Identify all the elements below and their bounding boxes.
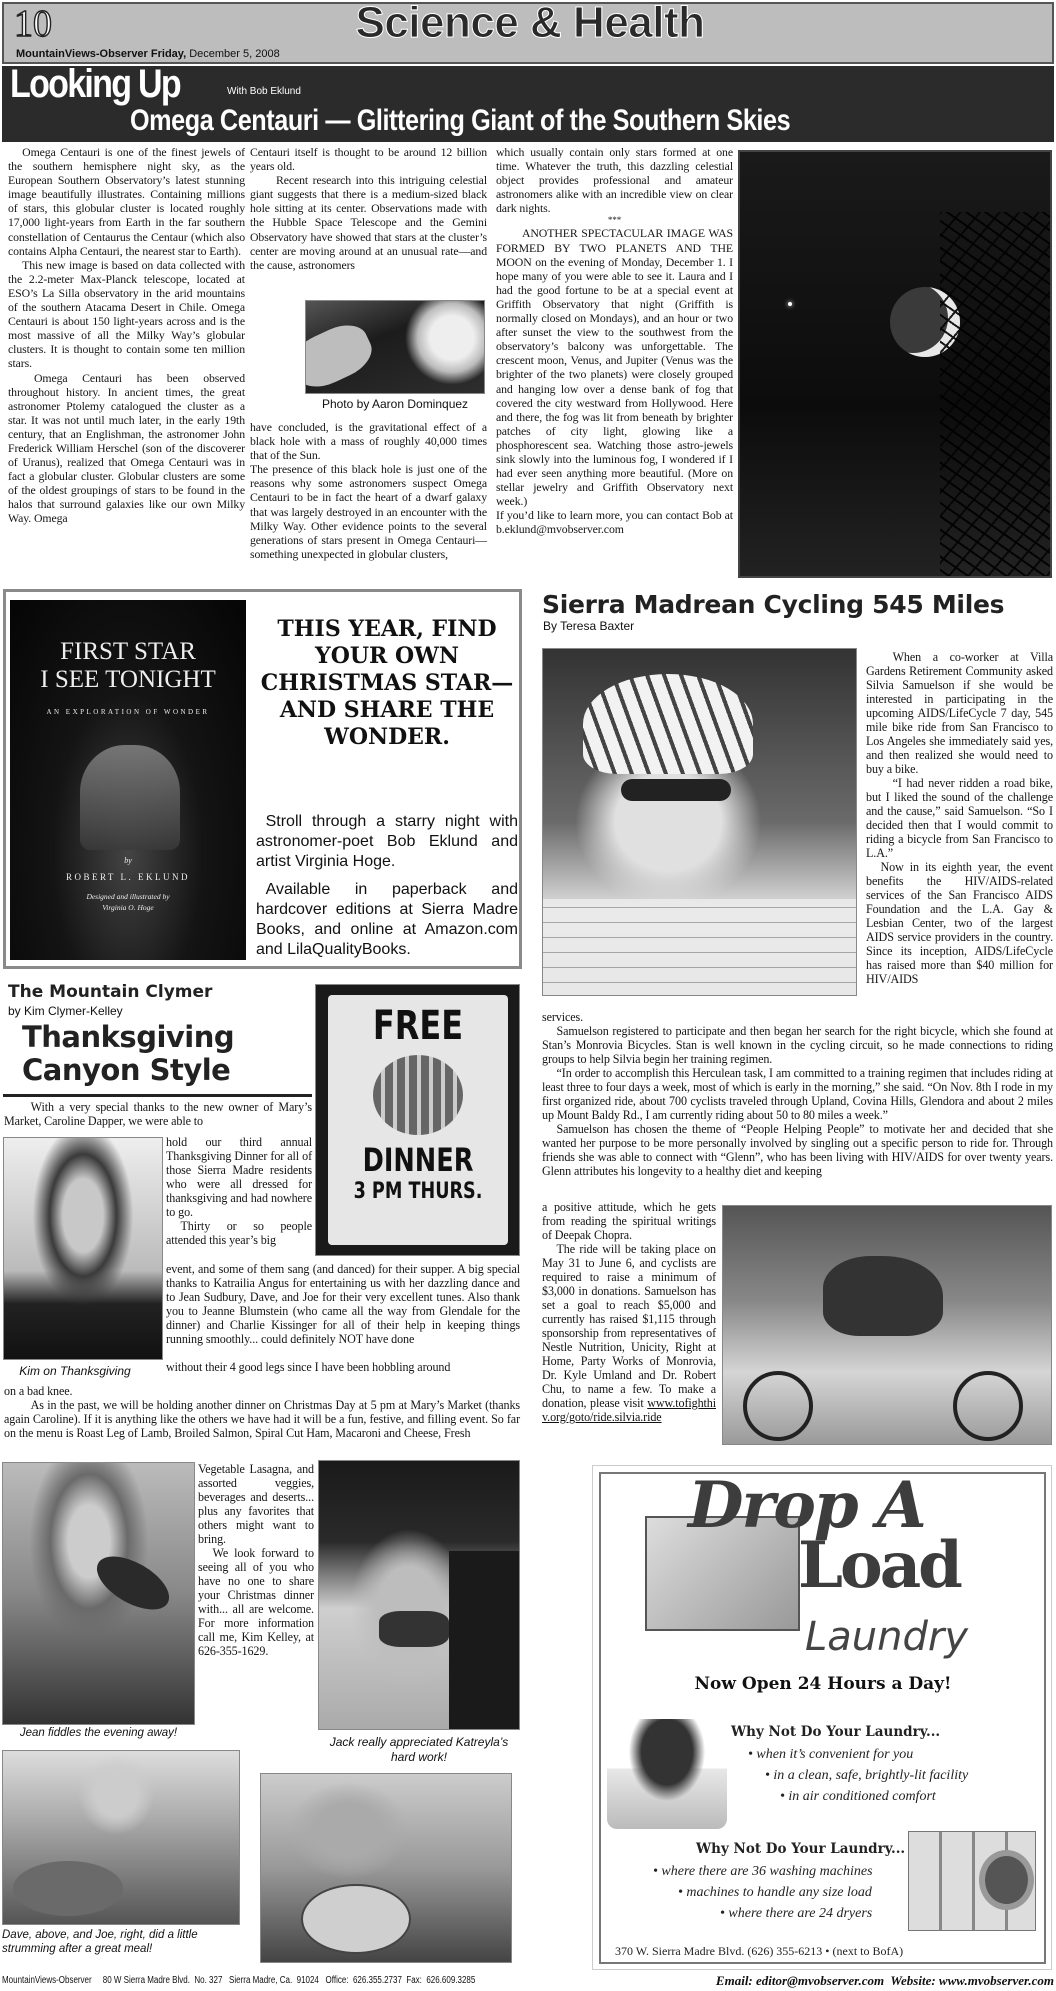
- cyclist-portrait-photo: [542, 648, 857, 996]
- logo-load: Load: [798, 1528, 960, 1603]
- paragraph: We look forward to seeing all of you who have no one to share your Christmas dinner with... all are welcome. For more information call me, Kim Kelley, at 626-355-1629.: [198, 1546, 314, 1658]
- omega-column-2-bottom: [250, 420, 487, 561]
- thanksgiving-headline: [22, 1021, 234, 1087]
- headline-line: Canyon Style: [22, 1053, 231, 1087]
- costume-shape: [379, 1611, 449, 1647]
- bike-wheel-rear: [953, 1371, 1023, 1441]
- paragraph: Vegetable Lasagna, and assorted veggies, beverages and deserts... plus any favorites that others might want to bring.: [198, 1462, 314, 1546]
- sign-time: 3 PM THURS.: [353, 1179, 483, 1204]
- paragraph: event, and some of them sang (and danced) for their supper. A big special thanks to Katrailia Angus for entertaining us with her dazzling dance and to Jean Sudbury, Dave, and Joe for their very excellent tunes. Also thank you to Jeanne Blumstein (who came all the way from Glendale for the dinner) and Charlie Kissinger for all of their help in keeping things running smoothly... could definitely NOT have done: [166, 1262, 520, 1346]
- paragraph: hold our third annual Thanksgiving Dinner for all of those Sierra Madre residents who were all dressed for thanksgiving and had nowhere to go.: [166, 1135, 312, 1219]
- paragraph: Recent research into this intriguing celestial giant suggests that there is a medium-sized black hole sitting at its center. Observations made with the Hubble Space Telescope and the Gemini Observatory have showed that stars at the cluster’s center are moving around at an unusual rate—and the cause, astronomers: [250, 173, 487, 272]
- dateline: [16, 48, 280, 60]
- astronomer-telescope-photo: [305, 300, 485, 394]
- ad-bullet: • in a clean, safe, brightly-lit facility: [765, 1768, 969, 1783]
- ad-address: 370 W. Sierra Madre Blvd. (626) 355-6213 • (next to BofA): [615, 1944, 904, 1958]
- omega-column-2-top: [250, 145, 487, 272]
- logo-laundry: Laundry: [805, 1614, 969, 1660]
- turkey-drawing: [373, 1055, 463, 1135]
- photo-caption: Jack really appreciated Katreyla’s hard work!: [329, 1735, 509, 1764]
- washer-door: [979, 1850, 1034, 1910]
- issue-date: December 5, 2008: [186, 48, 280, 60]
- paragraph: ANOTHER SPECTACULAR IMAGE WAS FORMED BY TWO PLANETS AND THE MOON on the evening of Monday, December 1. I hope many of you were able to see it. Laura and I had the good fortune to be at a special event at Griffith Observatory that night (Griffith is normally closed on Mondays), and an hour or two after sunset the view to the southwest from the observatory’s balcony was unforgettable. The crescent moon, Venus, and Jupiter (Venus was the brighter of the two planets) were closely grouped and hanging low over a dense bank of fog that covered the city westward from Hollywood. Here and there, the fog was lit from beneath by brighter patches of city light, glowing like a phosphorescent sea. Watching those astro-jewels sink slowly into the luminous fog, I wondered if I had ever seen anything more beautiful. (More on stellar jewelry and Griffith Observatory next week.): [496, 226, 733, 509]
- sunglasses-shape: [621, 779, 731, 801]
- sign-dinner: DINNER: [362, 1141, 474, 1179]
- jack-katreyla-photo: [318, 1460, 520, 1730]
- column-name: The Mountain Clymer: [8, 982, 213, 1002]
- column-byline: by Kim Clymer-Kelley: [8, 1004, 123, 1018]
- paragraph: [542, 1242, 716, 1424]
- clymer-intro: [4, 1100, 312, 1128]
- paragraph: Omega Centauri is one of the finest jewels of the southern hemisphere night sky, as the European Southern Observatory’s latest stunning image beautifully illustrates. Containing millions of stars, this globular cluster is located roughly 17,000 light-years from Earth in the far southern constellation of Centaurus the Centaur (which also contains Alpha Centauri, the nearest star to Earth).: [8, 145, 245, 258]
- plaid-jersey: [543, 899, 857, 996]
- book-advertisement: [3, 589, 522, 969]
- ad-paragraph: Stroll through a starry night with astronomer-poet Bob Eklund and artist Virginia Hoge.: [256, 813, 518, 870]
- omega-column-1: [8, 145, 245, 526]
- section-title: Science & Health: [355, 0, 705, 47]
- telescope-shape: [305, 316, 379, 394]
- paragraph: With a very special thanks to the new owner of Mary’s Market, Caroline Dapper, we were able to: [4, 1100, 312, 1128]
- page-number: 10: [14, 3, 52, 45]
- clymer-line: [166, 1360, 520, 1374]
- paragraph: Now in its eighth year, the event benefits the HIV/AIDS-related services of the San Francisco AIDS Foundation and the L.A. Gay & Lesbian Center, two of the largest AIDS service providers in the country. Since its inception, AIDS/LifeCycle has raised more than $40 million for HIV/AIDS: [866, 860, 1053, 986]
- laundry-advertisement: [592, 1465, 1052, 1970]
- paragraph: without their 4 good legs since I have been hobbling around: [166, 1360, 451, 1374]
- jean-fiddle-photo: [2, 1462, 195, 1725]
- book-author: ROBERT L. EKLUND: [65, 872, 191, 882]
- article-headline: Omega Centauri — Glittering Giant of the Southern Skies: [130, 104, 791, 137]
- cycling-byline: By Teresa Baxter: [543, 619, 635, 633]
- paragraph: on a bad knee.: [4, 1384, 73, 1398]
- paragraph: services.: [542, 1010, 584, 1024]
- paragraph: have concluded, is the gravitational effect of a black hole with a mass of roughly 40,000 times that of the Sun.: [250, 420, 487, 463]
- photo-credit: Photo by Aaron Dominquez: [321, 397, 469, 411]
- ad-subheading: Why Not Do Your Laundry...: [731, 1724, 941, 1740]
- paragraph: Centauri itself is thought to be around 12 billion years old.: [250, 145, 487, 174]
- paragraph-text: The ride will be taking place on May 31 to June 6, and cyclists are required to raise a minimum of $3,000 in donations. Samuelson has set a goal to reach $5,000 and currently has raised $1,115 through sponsorship from representatives of Nestle Nutrition, Unicity, Right at Home, Party Works of Monrovia, Dr. Kyle Umland and Dr. Robert Chu, to name a few. To make a donation, please visit: [542, 1242, 716, 1410]
- ad-bullet: • machines to handle any size load: [678, 1885, 872, 1900]
- footer-address: MountainViews-Observer 80 W Sierra Madre Blvd. No. 327 Sierra Madre, Ca. 91024 Office: 626.355.2737 Fax: 626.609.3285: [2, 1975, 476, 1986]
- paragraph: “In order to accomplish this Herculean task, I am committed to a training regimen that includes riding at least three to four days a week, most of which is early in the morning,” she said. “On Nov. 8th I rode in my first organized ride, about 700 cyclists traveled through Upland, Covina Hills, Glendora and about 2 miles up Mount Baldy Rd., I am currently riding about 50 to 80 miles a week.”: [542, 1066, 1053, 1122]
- jack-figure: [449, 1551, 520, 1730]
- dinner-sign: [328, 995, 508, 1245]
- joe-guitar-photo: [260, 1773, 512, 1963]
- child-in-basket-photo: [607, 1719, 727, 1829]
- ad-headline: THIS YEAR, FIND YOUR OWN CHRISTMAS STAR—AND SHARE THE WONDER.: [260, 616, 514, 750]
- photo-caption: Kim on Thanksgiving: [19, 1364, 131, 1378]
- footer-contact: Email: editor@mvobserver.com Website: www.mvobserver.com: [715, 1973, 1054, 1988]
- venus-dot: [788, 302, 792, 306]
- paragraph: When a co-worker at Villa Gardens Retirement Community asked Silvia Samuelson if she would be interested in participating in the upcoming AIDS/LifeCycle 7 day, 545 mile bike ride from San Francisco to Los Angeles she immediately said yes, and then realized she would need to buy a bike.: [866, 650, 1053, 776]
- paragraph: a positive attitude, which he gets from reading the spiritual writings of Deepak Chopra.: [542, 1200, 716, 1242]
- ad-bullet: • in air conditioned comfort: [780, 1789, 936, 1804]
- section-header: [2, 2, 1054, 64]
- ad-tagline: Now Open 24 Hours a Day!: [694, 1674, 952, 1694]
- column-banner: [2, 62, 1054, 142]
- dave-guitar-photo: [2, 1750, 240, 1925]
- sign-free: FREE: [372, 1003, 464, 1049]
- clymer-continued: [166, 1262, 520, 1346]
- paragraph: Samuelson registered to participate and then began her search for the right bicycle, which she found at Stan’s Monrovia Bicycles. Stan is well known in the cycling circuit, so he made connections to riding groups to help Silvia begin her training regimen.: [542, 1024, 1053, 1066]
- clymer-full-width: [4, 1384, 520, 1440]
- book-by: by: [124, 856, 132, 865]
- book-credit: Designed and illustrated by: [86, 892, 170, 901]
- book-title-line-1: FIRST STAR: [60, 638, 196, 665]
- cycling-headline: Sierra Madrean Cycling 545 Miles: [542, 590, 1005, 619]
- cycling-full-width: [542, 1010, 1053, 1178]
- cycling-column-right: [866, 650, 1053, 986]
- column-name: Looking Up: [10, 62, 180, 106]
- paragraph: “I had never ridden a road bike, but I liked the sound of the challenge and the cause,” said Samuelson. “So I decided then that I would commit to riding a bicycle from San Francisco to L.A.”: [866, 776, 1053, 860]
- violin-shape: [88, 1546, 177, 1621]
- book-title-line-2: I SEE TONIGHT: [40, 666, 216, 693]
- rider-shape: [823, 1256, 943, 1336]
- tree-branches: [940, 212, 1052, 578]
- paragraph: Samuelson has chosen the theme of “People Helping People” to motivate her and decided that she wanted her purpose to be more personally involved by singling out a specific person to ride for. Through friends she was able to connect with “Glenn”, who has been living with HIV/AIDS for over twenty years. Glenn attributes his longevity to a healthy diet and keeping: [542, 1122, 1053, 1178]
- paragraph: As in the past, we will be holding another dinner on Christmas Day at 5 pm at Mary’s Market (thanks again Caroline). If it is anything like the others we have had it will be a fun, festive, and filling event. So far on the menu is Roast Leg of Lamb, Broiled Salmon, Spiral Cut Ham, Macaroni and Cheese, Fresh: [4, 1398, 520, 1440]
- contact-paragraph: If you’d like to learn more, you can contact Bob at b.eklund@mvobserver.com: [496, 508, 733, 537]
- helmet-shape: [583, 674, 753, 774]
- publication-name: MountainViews-Observer Friday,: [16, 48, 187, 60]
- washing-machines-photo: [908, 1831, 1036, 1931]
- footer: [2, 1974, 1054, 1991]
- photo-caption: Jean fiddles the evening away!: [19, 1727, 178, 1739]
- headline-rule: [3, 1094, 312, 1097]
- paragraph: This new image is based on data collected with the 2.2-meter Max-Planck telescope, located at ESO’s La Silla observatory in the arid mountains of the southern Atacama Desert in Chile. Omega Centauri is about 150 light-years across and is the most massive of all the Milky Way’s globular clusters. It is thought to contain some ten million stars.: [8, 257, 245, 371]
- paragraph: The presence of this black hole is just one of the reasons why some astronomers suspect Omega Centauri to be in fact the heart of a dwarf galaxy that was largely destroyed in an encounter with the Milky Way. Other evidence points to the several generations of stars present in Omega Centauri—something unexpected in globular clusters,: [250, 462, 487, 561]
- photo-caption: Dave, above, and Joe, right, did a little strumming after a great meal!: [2, 1929, 198, 1955]
- bike-wheel-front: [743, 1371, 813, 1441]
- clymer-narrow: [198, 1462, 314, 1658]
- donation-link[interactable]: www.tofighthiv.org/goto/ride.silvia.ride: [542, 1396, 716, 1424]
- ad-bullet: • when it’s convenient for you: [748, 1747, 914, 1762]
- paragraph: which usually contain only stars formed at one time. Whatever the truth, this dazzling celestial object provides professional and amateur astronomers alike with an incredible view on clear dark nights.: [496, 145, 733, 216]
- ad-bullet: • where there are 24 dryers: [720, 1906, 873, 1921]
- logo-drop-a: Drop A: [688, 1468, 925, 1543]
- headline-line: Thanksgiving: [22, 1020, 235, 1054]
- cycling-column-left: [542, 1200, 716, 1424]
- paragraph: Omega Centauri has been observed throughout history. In ancient times, the great astronomer Ptolemy catalogued the cluster as a star. It was not until much later, in the early 19th century, that an Englishman, the astronomer John Frederick William Herschel (son of the discoverer of Uranus), realized that Omega Centauri was in fact a globular cluster. Globular clusters are some of the oldest groupings of stars to be found in the halos that surround galaxies like our own Milky Way. Omega: [8, 370, 245, 526]
- book-illustrator: Virginia O. Hoge: [102, 903, 154, 912]
- ad-subheading: Why Not Do Your Laundry...: [696, 1841, 906, 1857]
- omega-column-3: [496, 145, 733, 537]
- column-byline: With Bob Eklund: [227, 86, 301, 97]
- observatory-dome-illustration: [80, 745, 180, 850]
- separator-stars: ***: [607, 215, 622, 226]
- book-subtitle: AN EXPLORATION OF WONDER: [46, 708, 210, 716]
- cyclist-riding-photo: [722, 1205, 1052, 1445]
- free-dinner-sign-photo: [315, 984, 520, 1256]
- ad-paragraph: Available in paperback and hardcover editions at Sierra Madre Books, and online at Amazon.com and LilaQualityBooks.: [256, 881, 518, 958]
- ad-bullet: • where there are 36 washing machines: [653, 1864, 873, 1879]
- guitar-shape: [13, 1861, 123, 1916]
- book-cover: [10, 600, 246, 960]
- clymer-beside-photo: [166, 1135, 312, 1247]
- guitar-shape: [301, 1884, 411, 1954]
- kim-photo: [3, 1137, 163, 1360]
- paragraph: Thirty or so people attended this year’s big: [166, 1219, 312, 1247]
- moon-planets-photo: [738, 150, 1052, 578]
